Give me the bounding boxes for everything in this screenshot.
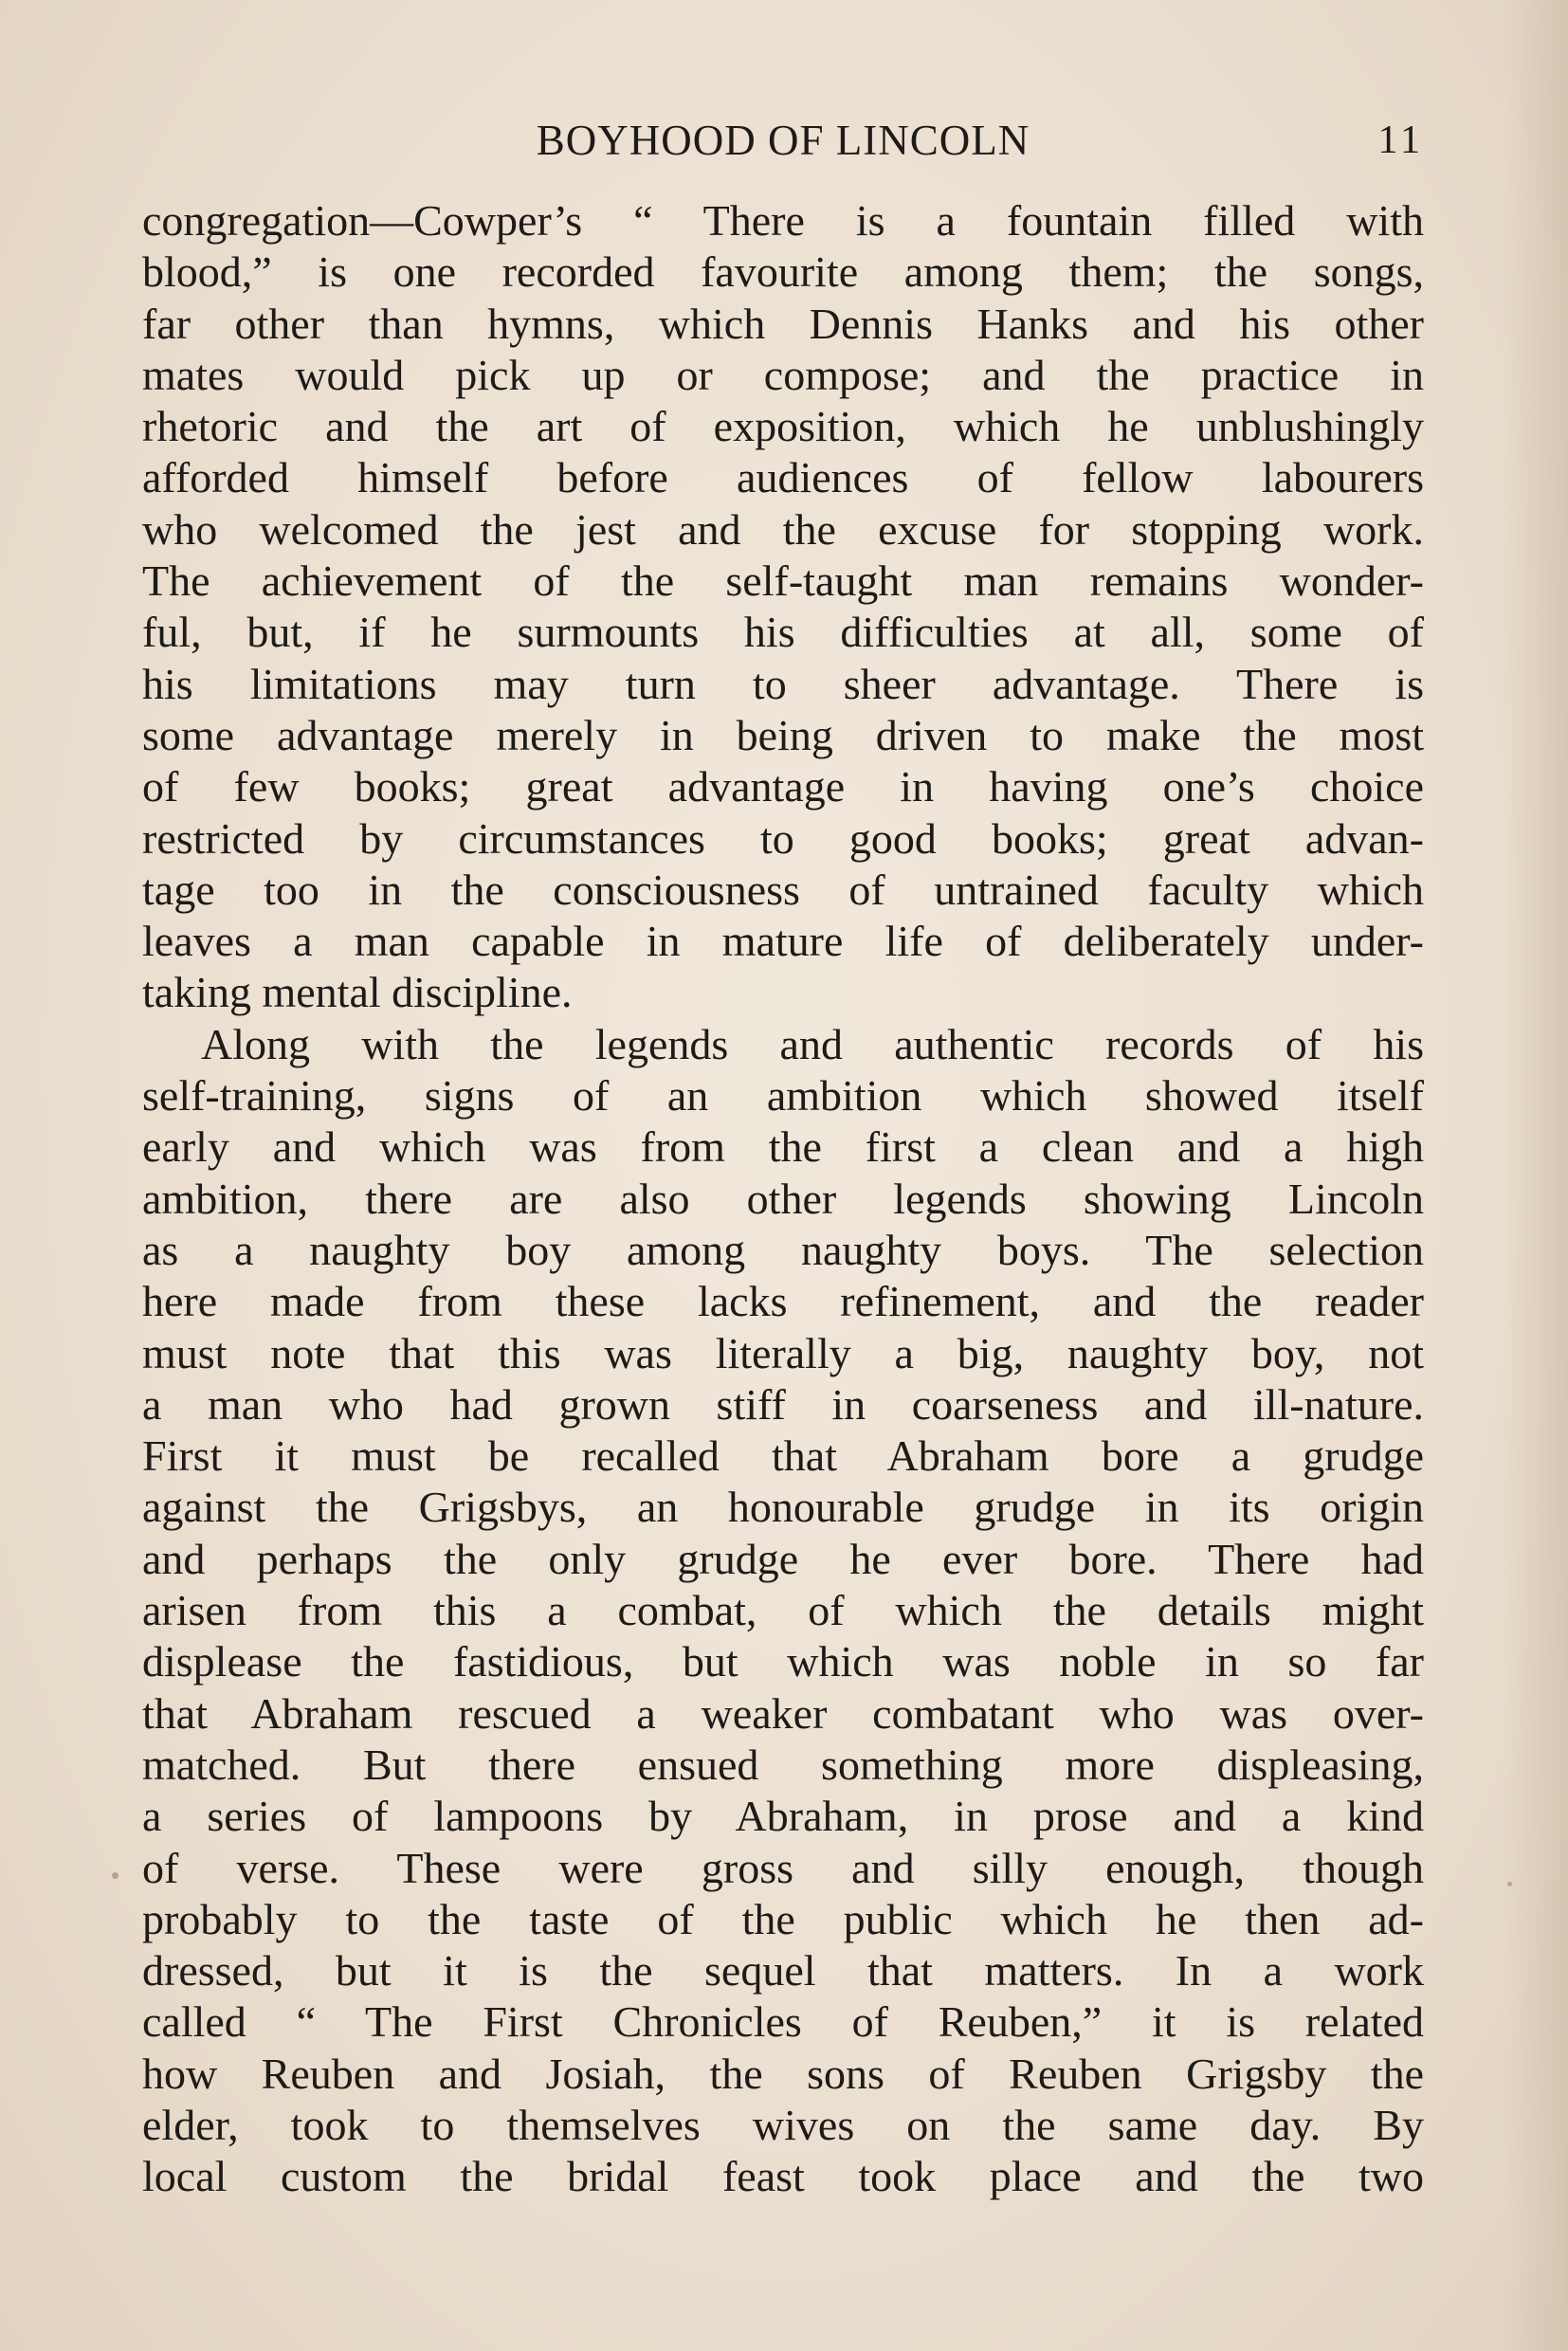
text-line: some advantage merely in being driven to make the most <box>142 710 1424 759</box>
text-line: a series of lampoons by Abraham, in prose and a kind <box>142 1792 1424 1841</box>
text-line: congregation—Cowper’s “ There is a fountain filled with <box>142 196 1424 245</box>
text-line: how Reuben and Josiah, the sons of Reuben Grigsby the <box>142 2049 1424 2098</box>
text-line: early and which was from the first a clean and a high <box>142 1122 1424 1172</box>
text-line: here made from these lacks refinement, and the reader <box>142 1277 1424 1326</box>
text-line: and perhaps the only grudge he ever bore. There had <box>142 1534 1424 1583</box>
page-number: 11 <box>1377 118 1424 162</box>
text-line: taking mental discipline. <box>142 968 573 1017</box>
paper-speck <box>1507 1882 1512 1886</box>
text-line: restricted by circumstances to good books; great advan- <box>142 813 1424 863</box>
text-line: elder, took to themselves wives on the same day. By <box>142 2100 1424 2149</box>
text-line: local custom the bridal feast took place and the two <box>142 2152 1424 2201</box>
text-line: a man who had grown stiff in coarseness and ill-nature. <box>142 1379 1424 1429</box>
text-line: self-training, signs of an ambition which showed itself <box>142 1071 1424 1121</box>
text-line: tage too in the consciousness of untrained faculty which <box>142 865 1424 914</box>
text-line: probably to the taste of the public which he then ad- <box>142 1894 1424 1943</box>
text-line: arisen from this a combat, of which the details might <box>142 1586 1424 1635</box>
text-line: matched. But there ensued something more displeasing, <box>142 1740 1424 1789</box>
paragraph-1 <box>142 195 1424 1019</box>
body-text <box>142 195 1424 2203</box>
text-line: afforded himself before audiences of fellow labourers <box>142 453 1424 502</box>
text-line: of few books; great advantage in having one’s choice <box>142 762 1424 811</box>
text-line: rhetoric and the art of exposition, which he unblushingly <box>142 402 1424 451</box>
running-head <box>142 112 1424 169</box>
text-line: must note that this was literally a big, naughty boy, not <box>142 1328 1424 1377</box>
text-line: displease the fastidious, but which was noble in so far <box>142 1637 1424 1686</box>
text-line: as a naughty boy among naughty boys. The selection <box>142 1225 1424 1274</box>
text-line: The achievement of the self-taught man remains wonder- <box>142 556 1424 606</box>
text-line: far other than hymns, which Dennis Hanks and his other <box>142 299 1424 348</box>
text-line: ambition, there are also other legends showing Lincoln <box>142 1174 1424 1223</box>
text-line: leaves a man capable in mature life of deliberately under- <box>142 917 1424 966</box>
text-line: against the Grigsbys, an honourable grudge in its origin <box>142 1483 1424 1532</box>
text-line: Along with the legends and authentic records of his <box>201 1019 1424 1068</box>
text-line: blood,” is one recorded favourite among them; the songs, <box>142 247 1424 297</box>
text-line: called “ The First Chronicles of Reuben,” it is related <box>142 1997 1424 2047</box>
text-line: that Abraham rescued a weaker combatant who was over- <box>142 1688 1424 1738</box>
paper-speck <box>112 1872 119 1879</box>
text-line: First it must be recalled that Abraham bore a grudge <box>142 1431 1424 1481</box>
paragraph-2 <box>142 1019 1424 2203</box>
text-line: dressed, but it is the sequel that matters. In a work <box>142 1946 1424 1996</box>
text-line: ful, but, if he surmounts his difficulties at all, some of <box>142 608 1424 657</box>
running-title: BOYHOOD OF LINCOLN <box>536 117 1030 164</box>
text-line: who welcomed the jest and the excuse for stopping work. <box>142 504 1424 554</box>
text-line: of verse. These were gross and silly enough, though <box>142 1843 1424 1892</box>
text-line: his limitations may turn to sheer advantage. There is <box>142 659 1424 708</box>
text-line: mates would pick up or compose; and the practice in <box>142 350 1424 399</box>
